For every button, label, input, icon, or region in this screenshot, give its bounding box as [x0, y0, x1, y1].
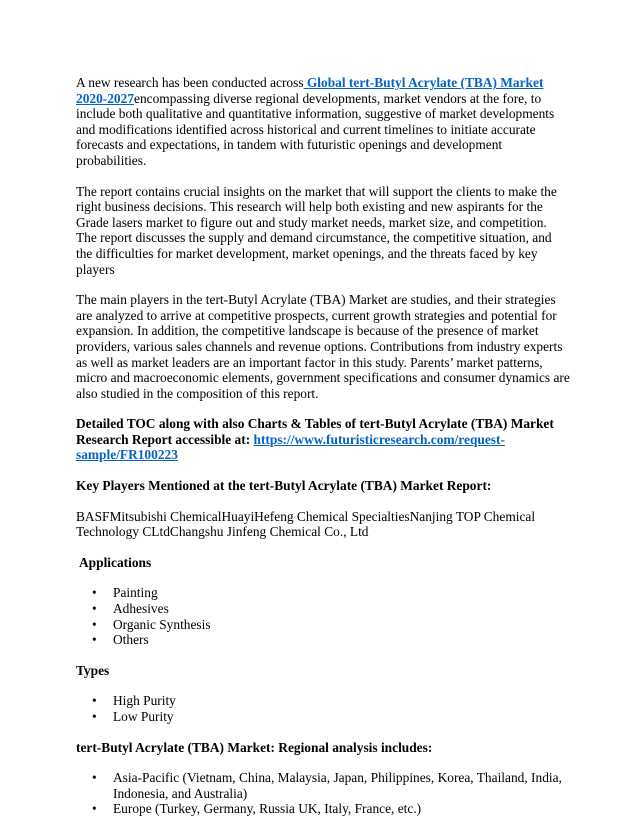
regional-heading: tert-Butyl Acrylate (TBA) Market: Regional analysis includes:	[76, 739, 433, 755]
bullet-icon: •	[92, 601, 97, 617]
regional-list	[76, 770, 570, 817]
list-item	[76, 601, 570, 617]
list-item-label: Painting	[113, 585, 158, 601]
types-heading: Types	[76, 662, 110, 678]
list-item-label: Low Purity	[113, 709, 174, 724]
list-item-label: Adhesives	[113, 601, 169, 617]
applications-list	[76, 585, 570, 647]
players-paragraph: The main players in the tert-Butyl Acrylate (TBA) Market are studies, and their strategies are analyzed to arrive at competitive prospects, current growth strategies and potential for expansion. In addition, the competitive landscape is because of the presence of market providers, various sales channels and revenue options. Contributions from industry experts as well as market leaders are an important factor in this study. Parents’ market patterns, micro and macroeconomic elements, government specifications and consumer dynamics are also studied in the composition of this report.	[76, 292, 570, 401]
intro-suffix: encompassing diverse regional developments, market vendors at the fore, to include both qualitative and quantitative information, suggestive of market developments and modifications identified across historical and current timelines to initiate accurate forecasts and expectations, in tandem with futuristic openings and development probabilities.	[76, 90, 555, 168]
intro-paragraph	[76, 75, 570, 169]
toc-paragraph	[76, 416, 570, 463]
request-sample-link[interactable]: https://www.futuristicresearch.com/request-sample/FR100223	[76, 431, 505, 463]
list-item-label: Others	[113, 632, 149, 648]
list-item	[76, 585, 570, 601]
bullet-icon: •	[92, 709, 97, 724]
types-list	[76, 693, 570, 724]
list-item	[76, 632, 570, 648]
intro-prefix: A new research has been conducted across	[76, 75, 304, 90]
list-item	[76, 770, 570, 801]
list-item-label: Europe (Turkey, Germany, Russia UK, Italy, France, etc.)	[113, 801, 422, 817]
bullet-icon: •	[92, 585, 97, 601]
bullet-icon: •	[92, 616, 97, 632]
list-item-label: Asia-Pacific (Vietnam, China, Malaysia, Japan, Philippines, Korea, Thailand, India, Indonesia, and Australia)	[113, 770, 562, 801]
list-item	[76, 801, 570, 817]
list-item	[76, 693, 570, 709]
list-item-label: High Purity	[113, 693, 176, 709]
key-players-heading: Key Players Mentioned at the tert-Butyl Acrylate (TBA) Market Report:	[76, 478, 492, 494]
list-item	[76, 709, 570, 725]
key-players-text: BASFMitsubishi ChemicalHuayiHefeng Chemical SpecialtiesNanjing TOP Chemical Technology CLtdChangshu Jinfeng Chemical Co., Ltd	[76, 508, 536, 540]
document-page	[76, 75, 570, 832]
insights-paragraph: The report contains crucial insights on the market that will support the clients to make the right business decisions. This research will help both existing and new aspirants for the Grade lasers market to figure out and study market needs, market size, and competition. The report discusses the supply and demand circumstance, the competitive situation, and the difficulties for market development, market openings, and the threats faced by key players	[76, 183, 557, 277]
bullet-icon: •	[92, 632, 97, 648]
applications-heading: Applications	[79, 554, 152, 570]
market-report-link[interactable]: Global tert-Butyl Acrylate (TBA) Market 2020-2027	[76, 75, 544, 106]
list-item	[76, 617, 570, 633]
bullet-icon: •	[92, 693, 97, 709]
bullet-icon: •	[92, 770, 97, 786]
list-item-label: Organic Synthesis	[113, 616, 211, 632]
bullet-icon: •	[92, 801, 97, 817]
toc-text: Detailed TOC along with also Charts & Tables of tert-Butyl Acrylate (TBA) Market Research Report accessible at:	[76, 416, 554, 447]
